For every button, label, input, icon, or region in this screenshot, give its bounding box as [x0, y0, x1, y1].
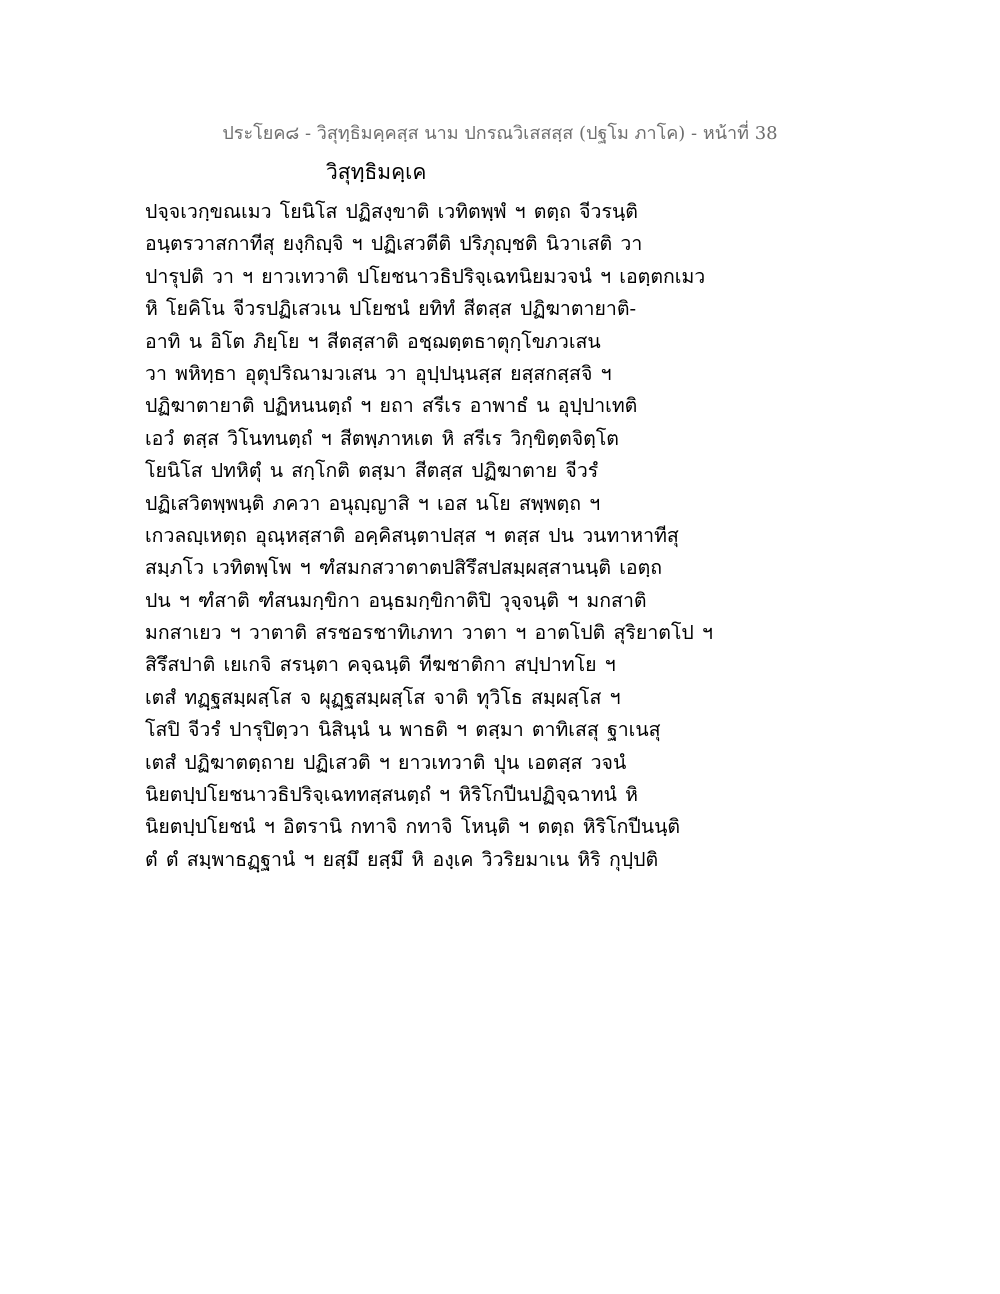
text-line: วา พหิทฺธา อุตุปริณามวเสน วา อุปฺปนฺนสฺส ยสฺสกสฺสจิ ฯ — [145, 361, 612, 385]
text-line: ปจฺจเวกฺขณเมว โยนิโส ปฏิสงฺขาติ เวทิตพฺพํ ฯ ตตฺถ จีวรนฺติ — [145, 200, 638, 223]
text-line: ปน ฯ ฑํสาติ ฑํสนมกฺขิกา อนฺธมกฺขิกาติปิ วุจฺจนฺติ ฯ มกสาติ — [145, 588, 647, 612]
text-line: เตสํ ปฏิฆาตตฺถาย ปฏิเสวติ ฯ ยาวเทวาติ ปุน เอตสฺส วจนํ — [145, 750, 627, 774]
text-line: นิยตปฺปโยชนํ ฯ อิตรานิ กทาจิ กทาจิ โหนฺติ ฯ ตตฺถ หิริโกปีนนฺติ — [145, 815, 681, 839]
text-line: ปฏิฆาตายาติ ปฏิหนนตฺถํ ฯ ยถา สรีเร อาพาธํ น อุปฺปาเทติ — [145, 394, 638, 418]
text-line: ตํ ตํ สมฺพาธฏฺฐานํ ฯ ยสฺมึ ยสฺมึ หิ องฺเค วิวริยมาเน หิริ กุปฺปติ — [145, 847, 659, 871]
text-line: สมฺภโว เวทิตพฺโพ ฯ ฑํสมกสวาตาตปสิรึสปสมฺผสฺสานนฺติ เอตฺถ — [145, 556, 663, 580]
text-line: ปารุปติ วา ฯ ยาวเทวาติ ปโยชนาวธิปริจฺเฉทนิยมวจนํ ฯ เอตฺตกเมว — [145, 264, 706, 288]
text-line: อาทิ น อิโต ภิยฺโย ฯ สีตสฺสาติ อชฺฌตฺตธาตุกฺโขภวเสน — [145, 329, 601, 353]
body-text — [145, 196, 713, 876]
text-line: โยนิโส ปทหิตุํ น สกฺโกติ ตสฺมา สีตสฺส ปฏิฆาตาย จีวรํ — [145, 459, 599, 483]
text-line: มกสาเยว ฯ วาตาติ สรชอรชาทิเภทา วาตา ฯ อาตโปติ สุริยาตโป ฯ — [145, 621, 713, 645]
section-title: วิสุทฺธิมคฺเค — [326, 160, 427, 184]
text-line: นิยตปฺปโยชนาวธิปริจฺเฉททสฺสนตฺถํ ฯ หิริโกปีนปฏิจฺฉาทนํ หิ — [145, 783, 639, 807]
text-line: หิ โยคิโน จีวรปฏิเสวเน ปโยชนํ ยทิทํ สีตสฺส ปฏิฆาตายาติ- — [145, 297, 637, 321]
text-line: สิรึสปาติ เยเกจิ สรนฺตา คจฺฉนฺติ ทีฆชาติกา สปฺปาทโย ฯ — [145, 653, 616, 677]
text-line: เอวํ ตสฺส วิโนทนตฺถํ ฯ สีตพฺภาหเต หิ สรีเร วิกฺขิตฺตจิตฺโต — [145, 426, 619, 450]
text-line: ปฏิเสวิตพฺพนฺติ ภควา อนุญฺญาสิ ฯ เอส นโย สพฺพตฺถ ฯ — [145, 491, 601, 515]
text-line: เตสํ ทฏฺฐสมฺผสฺโส จ ผุฏฺฐสมฺผสฺโส จาติ ทุวิโธ สมฺผสฺโส ฯ — [145, 685, 621, 709]
running-header-text: ประโยค๘ - วิสุทฺธิมคฺคสฺส นาม ปกรณวิเสสสฺส (ปฐโม ภาโค) - หน้าที่ 38 — [222, 123, 778, 144]
running-header — [0, 121, 1000, 147]
text-line: อนฺตรวาสกาทีสุ ยงฺกิญฺจิ ฯ ปฏิเสวตีติ ปริภุญฺชติ นิวาเสติ วา — [145, 232, 643, 256]
text-line: โสปิ จีวรํ ปารุปิตฺวา นิสินฺนํ น พาธติ ฯ ตสฺมา ตาทิเสสุ ฐาเนสุ — [145, 718, 661, 742]
text-line: เกวลญฺเหตฺถ อุณฺหสฺสาติ อคฺคิสนฺตาปสฺส ฯ ตสฺส ปน วนทาหาทีสุ — [145, 523, 679, 547]
